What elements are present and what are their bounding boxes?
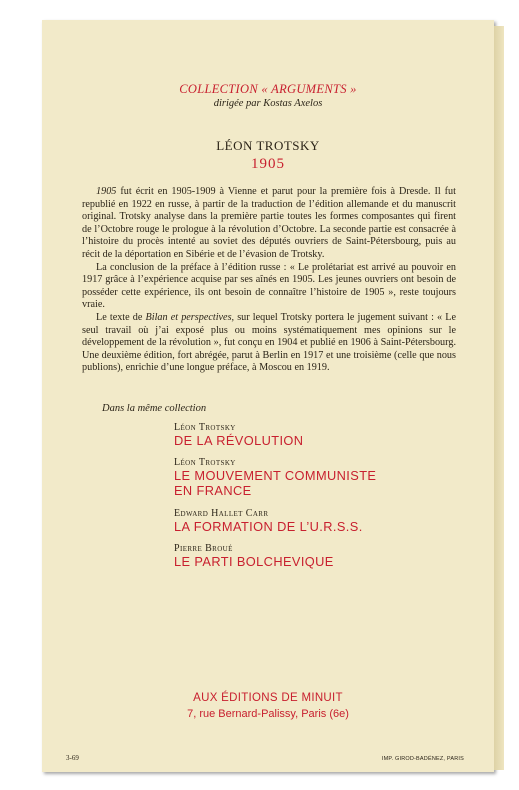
blurb-paragraph-3-text: sur lequel Trotsky portera le jugement suivant : « Le seul travail où j’ai exposé plus ou moins systématiquement mes opinions sur le développement de la révolution », fut conçu en 1904 et publié en 1906 à Saint-Pétersbourg. Une deuxième édition, fort abrégée, parut à Berlin en 1917 et une troisième (celle que nous publions), enrichie d’une longue préface, à Moscou en 1919. (82, 311, 456, 374)
related-book-4 (174, 543, 494, 569)
blurb-paragraph-3 (82, 312, 456, 375)
blurb (82, 186, 456, 375)
publisher-name: AUX ÉDITIONS DE MINUIT (193, 692, 343, 704)
collection-name: COLLECTION « ARGUMENTS » (179, 82, 357, 96)
related-book-author: Pierre Broué (174, 543, 233, 554)
blurb-paragraph-3-pre: Le texte de (96, 311, 146, 323)
collection-director: dirigée par Kostas Axelos (213, 98, 323, 109)
related-book-title: LA FORMATION DE L’U.R.S.S. (174, 519, 363, 534)
related-book-3 (174, 508, 494, 534)
blurb-paragraph-2: La conclusion de la préface à l’édition russe : « Le prolétariat est arrivé au pouvoir en 1917 grâce à l’expérience acquise par ses aînés en 1905. Les jeunes ouvriers ont besoin de posséder cette expérience, ils ont besoin de connaître l’histoire de 1905 », reste toujours vraie. (82, 261, 456, 311)
related-book-author: Edward Hallet Carr (174, 508, 269, 519)
related-book-title: DE LA RÉVOLUTION (174, 433, 304, 448)
book-back-cover (42, 20, 494, 772)
blurb-title-ref: 1905 (96, 186, 117, 197)
related-book-title-line2: EN FRANCE (174, 483, 252, 498)
blurb-paragraph-1 (82, 186, 456, 262)
book-author: LÉON TROTSKY (216, 138, 320, 153)
blurb-paragraph-1-text: fut écrit en 1905-1909 à Vienne et parut pour la première fois à Dresde. Il fut republié en 1922 en russe, à partir de la traduction de l’édition allemande et du manuscrit original. Trotsky analyse dans la première partie toutes les formes composantes qui firent de l’Octobre rouge le prologue à la révolution d’Octobre. La seconde partie est consacrée à l’histoire du procès intenté au soviet des députés ouvriers de Saint-Pétersbourg, puis au récit de la déportation en Sibérie et de l’évasion de Trotsky. (82, 186, 456, 260)
book-title: 1905 (251, 156, 285, 172)
related-book-title: LE PARTI BOLCHEVIQUE (174, 554, 334, 569)
related-book-author: Léon Trotsky (174, 457, 236, 468)
related-book-1 (174, 422, 494, 448)
print-code: 3-69 (66, 754, 79, 762)
related-book-title: LE MOUVEMENT COMMUNISTE (174, 468, 377, 483)
blurb-bilan-ref: Bilan et perspectives, (145, 311, 235, 323)
related-book-author: Léon Trotsky (174, 422, 236, 433)
printer-credit: IMP. GIROD-BADÉNEZ, PARIS (381, 756, 464, 762)
same-collection-heading: Dans la même collection (102, 403, 207, 414)
related-book-2 (174, 457, 494, 498)
publisher-address: 7, rue Bernard-Palissy, Paris (6e) (187, 708, 349, 720)
